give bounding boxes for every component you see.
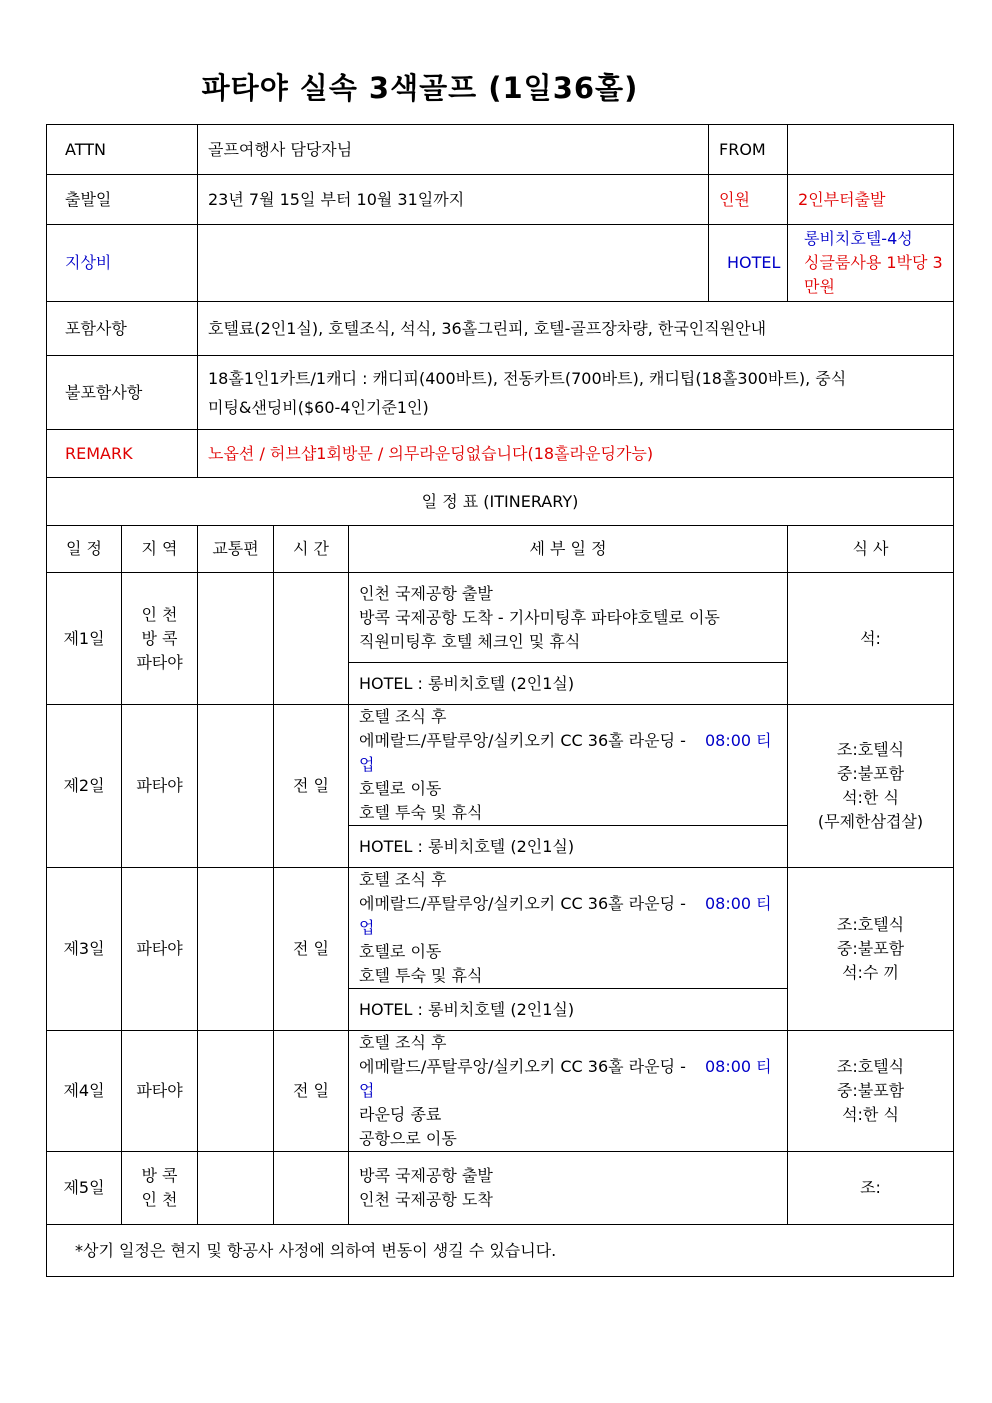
- day-4-meal-1: 조:호텔식: [836, 1057, 905, 1076]
- day-1-line-1: 인천 국제공항 출발: [359, 583, 493, 603]
- day-2-transport: [198, 705, 274, 868]
- day-3-meal-3: 석:수 끼: [842, 963, 899, 982]
- depart-row: [47, 175, 954, 225]
- day-1-meals: [788, 573, 954, 705]
- day-4-round-text: 에메랄드/푸탈루앙/실키오키 CC 36홀 라운딩 -: [359, 1057, 691, 1076]
- day-5-schedule: [349, 1152, 788, 1225]
- day-4-row: [47, 1031, 954, 1152]
- itinerary-heading-row: [47, 478, 954, 526]
- people-value: 2인부터출발: [788, 175, 954, 225]
- day-3-line-3: 호텔로 이동: [359, 942, 442, 961]
- header-detail: 세 부 일 정: [349, 526, 788, 573]
- day-3-transport: [198, 868, 274, 1031]
- exclude-label: 불포함사항: [47, 356, 198, 430]
- day-1-line-2: 방콕 국제공항 도착 - 기사미팅후 파타야호텔로 이동: [359, 607, 720, 627]
- day-5-transport: [198, 1152, 274, 1225]
- day-4-time: 전 일: [274, 1031, 349, 1152]
- day-4-line-1: 호텔 조식 후: [359, 1033, 447, 1052]
- remark-label: REMARK: [47, 430, 198, 478]
- day-1-region-3: 파타야: [136, 652, 183, 672]
- day-4-line-2: [359, 1055, 777, 1103]
- day-4-line-4: 공항으로 이동: [359, 1129, 457, 1148]
- day-1-meal-1: 석:: [860, 628, 881, 648]
- day-5-meal-1: 조:: [860, 1178, 881, 1197]
- attn-label: ATTN: [47, 125, 198, 175]
- day-2-label: 제2일: [47, 705, 122, 868]
- day-2-line-1: 호텔 조식 후: [359, 707, 447, 726]
- day-5-meals: [788, 1152, 954, 1225]
- hotel-value: [788, 225, 954, 302]
- footnote: *상기 일정은 현지 및 항공사 사정에 의하여 변동이 생길 수 있습니다.: [47, 1225, 954, 1277]
- land-cost-label: 지상비: [47, 225, 198, 302]
- day-1-region-2: 방 콕: [141, 628, 178, 648]
- include-value: 호텔료(2인1실), 호텔조식, 석식, 36홀그린피, 호텔-골프장차량, 한국인직원안내: [198, 302, 954, 356]
- day-2-line-4: 호텔 투숙 및 휴식: [359, 803, 483, 822]
- day-1-time: [274, 573, 349, 705]
- attn-value: 골프여행사 담당자님: [198, 125, 709, 175]
- day-3-line-1: 호텔 조식 후: [359, 870, 447, 889]
- day-3-schedule: [349, 868, 788, 989]
- day-5-label: 제5일: [47, 1152, 122, 1225]
- day-4-region: [122, 1031, 198, 1152]
- itinerary-document-table: [46, 124, 954, 1277]
- day-4-schedule: [349, 1031, 788, 1152]
- day-2-hotel: HOTEL : 롱비치호텔 (2인1실): [349, 826, 788, 868]
- day-3-meal-1: 조:호텔식: [836, 915, 905, 934]
- header-day: 일 정: [47, 526, 122, 573]
- day-1-region: [122, 573, 198, 705]
- land-cost-value: [198, 225, 709, 302]
- day-2-round-text: 에메랄드/푸탈루앙/실키오키 CC 36홀 라운딩 -: [359, 731, 691, 750]
- exclude-row: [47, 356, 954, 430]
- day-2-meal-1: 조:호텔식: [836, 740, 905, 759]
- day-5-region-1: 방 콕: [141, 1166, 178, 1185]
- day-5-region-2: 인 천: [141, 1190, 178, 1209]
- day-1-hotel: HOTEL : 롱비치호텔 (2인1실): [349, 663, 788, 705]
- itinerary-heading: 일 정 표 (ITINERARY): [47, 478, 954, 526]
- depart-value: 23년 7월 15일 부터 10월 31일까지: [198, 175, 709, 225]
- depart-label: 출발일: [47, 175, 198, 225]
- footnote-row: [47, 1225, 954, 1277]
- day-5-line-2: 인천 국제공항 도착: [359, 1190, 493, 1209]
- day-3-hotel: HOTEL : 롱비치호텔 (2인1실): [349, 989, 788, 1031]
- day-2-time: 전 일: [274, 705, 349, 868]
- day-2-tee-time: 08:00 티업: [359, 731, 772, 774]
- day-4-region-1: 파타야: [136, 1081, 183, 1100]
- day-2-meals: [788, 705, 954, 868]
- day-1-line-3: 직원미팅후 호텔 체크인 및 휴식: [359, 631, 581, 651]
- day-1-label: 제1일: [47, 573, 122, 705]
- include-row: [47, 302, 954, 356]
- day-2-meal-2: 중:불포함: [836, 764, 905, 783]
- day-5-region: [122, 1152, 198, 1225]
- day-3-tee-time: 08:00 티업: [359, 894, 772, 937]
- day-4-meal-3: 석:한 식: [842, 1105, 899, 1124]
- day-1-transport: [198, 573, 274, 705]
- day-2-region-1: 파타야: [136, 776, 183, 795]
- day-3-region: [122, 868, 198, 1031]
- header-time: 시 간: [274, 526, 349, 573]
- exclude-line-1: 18홀1인1카트/1캐디 : 캐디피(400바트), 전동카트(700바트), 캐디팁(18홀300바트), 중식: [208, 368, 847, 388]
- hotel-single-room-note: 싱글룸사용 1박당 3만원: [804, 253, 943, 296]
- day-2-schedule: [349, 705, 788, 826]
- day-2-row: [47, 705, 954, 826]
- day-3-time: 전 일: [274, 868, 349, 1031]
- day-5-row: [47, 1152, 954, 1225]
- day-3-line-4: 호텔 투숙 및 휴식: [359, 966, 483, 985]
- exclude-value: [198, 356, 954, 430]
- from-value: [788, 125, 954, 175]
- day-4-transport: [198, 1031, 274, 1152]
- hotel-label: HOTEL: [709, 225, 788, 302]
- day-1-row: [47, 573, 954, 663]
- day-2-meal-3: 석:한 식: [842, 788, 899, 807]
- day-3-line-2: [359, 892, 777, 940]
- header-transport: 교통편: [198, 526, 274, 573]
- day-1-schedule: [349, 573, 788, 663]
- day-3-meals: [788, 868, 954, 1031]
- remark-value: 노옵션 / 허브샵1회방문 / 의무라운딩없습니다(18홀라운딩가능): [198, 430, 954, 478]
- day-2-line-2: [359, 729, 777, 777]
- header-region: 지 역: [122, 526, 198, 573]
- day-4-meal-2: 중:불포함: [836, 1081, 905, 1100]
- day-2-meal-4: (무제한삼겹살): [817, 812, 924, 831]
- people-label: 인원: [709, 175, 788, 225]
- hotel-grade: 롱비치호텔-4성: [804, 229, 913, 248]
- header-meal: 식 사: [788, 526, 954, 573]
- day-1-region-1: 인 천: [141, 604, 178, 624]
- include-label: 포함사항: [47, 302, 198, 356]
- day-2-line-3: 호텔로 이동: [359, 779, 442, 798]
- day-3-region-1: 파타야: [136, 939, 183, 958]
- day-2-region: [122, 705, 198, 868]
- day-4-line-3: 라운딩 종료: [359, 1105, 442, 1124]
- from-label: FROM: [709, 125, 788, 175]
- attn-row: [47, 125, 954, 175]
- exclude-line-2: 미팅&샌딩비($60-4인기준1인): [208, 397, 429, 417]
- day-4-meals: [788, 1031, 954, 1152]
- day-3-row: [47, 868, 954, 989]
- day-5-time: [274, 1152, 349, 1225]
- land-cost-row: [47, 225, 954, 302]
- itinerary-header-row: [47, 526, 954, 573]
- day-4-label: 제4일: [47, 1031, 122, 1152]
- day-3-round-text: 에메랄드/푸탈루앙/실키오키 CC 36홀 라운딩 -: [359, 894, 691, 913]
- day-3-meal-2: 중:불포함: [836, 939, 905, 958]
- day-5-line-1: 방콕 국제공항 출발: [359, 1166, 493, 1185]
- day-4-tee-time: 08:00 티업: [359, 1057, 772, 1100]
- page-title: 파타야 실속 3색골프 (1일36홀): [201, 71, 639, 105]
- day-3-label: 제3일: [47, 868, 122, 1031]
- remark-row: [47, 430, 954, 478]
